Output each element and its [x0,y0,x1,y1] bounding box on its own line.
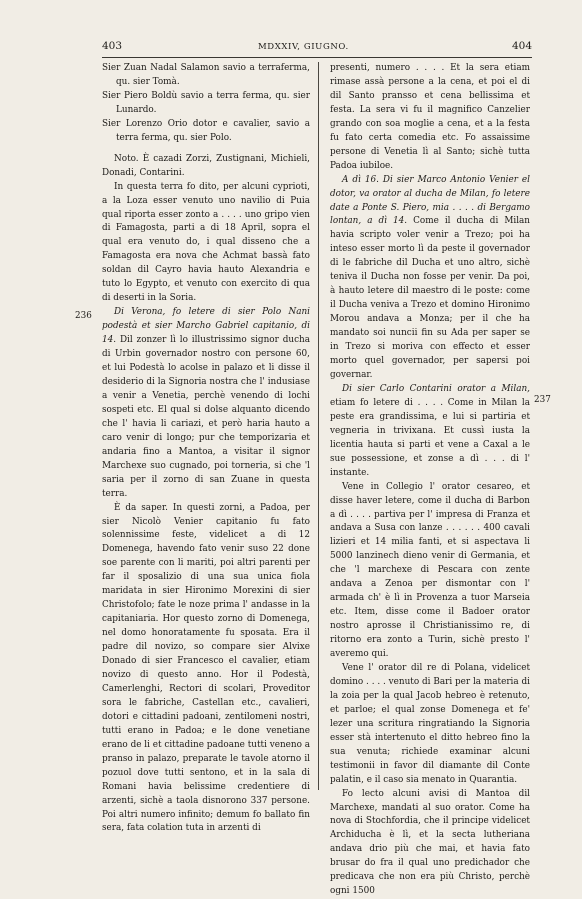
paragraph-text: Vene l' orator dil re di Polana, videlicet domino . . . . venuto di Bari per la materia di la zoia per la qual Jacob hebreo è retenuto, et parloe; el qual zonse Domenega et fe' lezer una scritura ringratiando la Signoria esser stà intertenuto el ditto hebreo fino la sua venuta; richiede examinar alcuni testimonii in favor dil diamante dil Conte palatin, e il caso sia menato in Quarantia. [330,662,530,785]
paragraph-text: È da saper. In questi zorni, a Padoa, per sier Nicolò Venier capitanio fu fato solennissime feste, videlicet a di 12 Domenega, havendo fato venir suso 22 done soe parente con li mariti, poi altri parenti per far il sposalizio di una sua unica fiola maridata in sier Hironimo Morexini di sier Christofolo; fate le noze prima l' andasse in la capitaniaria. Hor questo zorno di Domenega, nel domo honoratamente fu sposata. Era il padre dil novizo, so compare sier Alvixe Donado di sier Francesco el cavalier, etiam novizo di questo anno. Hor il Podestà, Camerlenghi, Rectori di scolari, Proveditor sora le fabriche, Castellan etc., cavalieri, dotori e cittadini padoani, zentilomeni nostri, tutti erano in Padoa; e le done venetiane erano de li et cittadine padoane tutti veneno a pranso in palazo, preparate le tavole atorno il pozuol dove tutti sentono, et in la sala di Romani havia belissime credentiere di arzenti, sichè a taola disnorono 337 persone. Poi altri numero infinito; demum fo ballato fin sera, fata colation tuta in arzenti di [102,502,310,834]
margin-note-left: 236 [75,311,92,321]
paragraph-text: presenti, numero . . . . Et la sera etiam rimase assà persone a la cena, et poi el di dil Santo pransso et cena bellissima et festa. La sera vi fu il magnifico Canzelier grando con soa moglie a cena, et a la festa fu fato certa comedia etc. Fo assaissime persone di Venetia lì al Santo; sichè tutta Padoa iubiloe. [330,63,530,171]
paragraph [330,788,530,899]
paragraph [102,62,310,90]
left-column [102,62,310,836]
paragraph-text: Dil zonzer lì lo illustrissimo signor ducha di Urbin governador nostro con persone 60, et lui Podestà lo acolse in palazo et li disse il desiderio di la Signoria nostra che l' indusiase a venir a Venetia, perchè venendo di lochi sospeti etc. El qual si dolse alquanto dicendo che l' havia li cariazi, et però haria hauto a caro venir di longo; pur che temporizaria et andaria fino a Mantoa, a visitar il signor Marchexe suo cugnado, poi torneria, si che 'l saria per il zorno di san Zuane in questa terra. [102,335,310,499]
running-title: MDXXIV, GIUGNO. [258,42,349,52]
right-column [330,62,530,899]
column-divider [318,62,319,790]
paragraph [102,502,310,837]
paragraph [102,181,310,307]
paragraph [330,383,530,481]
paragraph-text: Sier Lorenzo Orio dotor e cavalier, savio a terra ferma, qu. sier Polo. [102,118,310,143]
paragraph [330,662,530,788]
paragraph [102,306,310,501]
paragraph-text: Come il ducha di Milan havia scripto voler venir a Trezo; poi ha inteso esser morto lì da peste il governador di le fabriche dil Ducha et uno altro, sichè teniva il Ducha non fosse per venir. Da poi, à hauto letere dil maestro di le poste: come il Ducha veniva a Trezo et domino Hironimo Morou andava a Monza; per il che ha mandato soi nuncii fin su Ada per saper se in Trezo si moriva con effecto et esser morto quel governador, per sapersi poi governar. [330,216,530,380]
paragraph-heading: Di Verona, fo letere di sier Polo Nani podestà et sier Marcho Gabriel capitanio, di 14. [102,307,310,346]
paragraph-text: etiam fo letere di . . . . Come in Milan la peste era grandissima, e lui si partiria et vegneria in trivixana. Et cussì iusta la licentia hauta si parti et vene a Caxal a le sue possessione, et zonse a dì . . . di l' instante. [330,397,530,478]
paragraph-text: Fo lecto alcuni avisi di Mantoa dil Marchexe, mandati al suo orator. Come ha nova di Stochfordia, che il principe videlicet Archiducha è lì, et la secta lutheriana andava drio più che mai, et havia fato brusar do fra il qual uno predichador che predicava che non era più Christo, perchè ogni 1500 [330,788,530,897]
paragraph-heading: A dì 16. Di sier Marco Antonio Venier el dotor, va orator al ducha de Milan, fo letere date a Ponte S. Piero, mia . . . . di Bergamo lontan, a dì 14. [330,174,530,227]
header-rule [102,57,532,58]
margin-note-right: 237 [534,395,551,405]
paragraph [330,174,530,383]
paragraph-heading: Di sier Carlo Contarini orator a Milan, [342,383,530,394]
paragraph [330,481,530,662]
paragraph [102,153,310,181]
page-number-right: 404 [512,40,533,52]
paragraph [102,118,310,146]
page-number-left: 403 [102,40,123,52]
paragraph-text: Vene in Collegio l' orator cesareo, et disse haver letere, come il ducha di Barbon a dì . . . . partiva per l' impresa di Franza et andava a Susa con lanze . . . . . . 400 cavali lizieri et 14 milia fanti, et si aspectava li 5000 lanzinech dieno venir di Germania, et che 'l marchexe di Pescara con zente andava a Zenoa per dismontar con l' armada ch' è lì in Provenza a tuor Marseia etc. Item, disse come il Badoer orator nostro aprosse il Christianissimo re, di ritorno era zonto a Turin, sichè presto l' averemo qui. [330,481,530,660]
paragraph-text: Sier Zuan Nadal Salamon savio a terraferma, qu. sier Tomà. [102,63,310,87]
paragraph-text: Noto. È cazadi Zorzi, Zustignani, Michieli, Donadi, Contarini. [102,153,310,178]
paragraph [330,62,530,174]
paragraph [102,90,310,118]
paragraph-text: In questa terra fo dito, per alcuni cyprioti, a la Loza esser venuto uno navilio di Puia qual riporta esser zonto a . . . . uno gripo vien di Famagosta, parti a di 18 April, sopra el qual era venuto do, i qual disseno che a Famagosta era nova che Achmat bassà fato soldan dil Cayro havia hauto Alexandria e tuto lo Egypto, et venuto con exercito di qua di deserti in la Soria. [102,181,310,304]
paragraph-text: Sier Piero Boldù savio a terra ferma, qu. sier Lunardo. [102,90,310,115]
